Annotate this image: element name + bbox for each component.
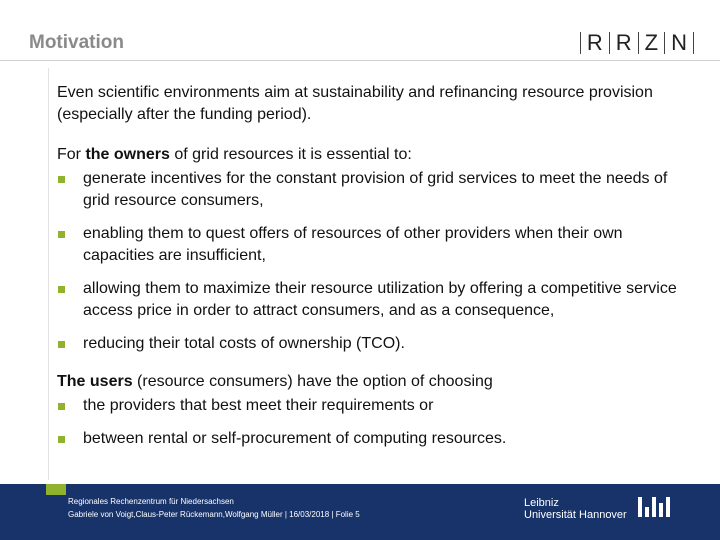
logo-letter: R: [586, 30, 603, 55]
users-bullet: [57, 395, 697, 417]
users-bullet: [57, 428, 697, 450]
logo-separator: [609, 32, 610, 54]
intro-paragraph: Even scientific environments aim at sustainability and refinancing resource provision (especially after the funding period).: [57, 84, 653, 123]
slide-body: [57, 82, 697, 450]
owners-bullet: [57, 168, 697, 212]
bullet-text: enabling them to quest offers of resources of other providers when their own capacities are insufficient,: [83, 225, 623, 264]
bullet-text: between rental or self-procurement of computing resources.: [83, 430, 507, 447]
bullet-text: generate incentives for the constant provision of grid services to meet the needs of grid resource consumers,: [83, 170, 668, 209]
owners-lead: [57, 144, 697, 166]
title-divider: [0, 60, 720, 61]
logo-separator: [638, 32, 639, 54]
footer-institution: Regionales Rechenzentrum für Niedersachsen: [68, 497, 234, 506]
bullet-square-icon: [58, 176, 65, 183]
university-name-line2: Universität Hannover: [524, 509, 627, 521]
spacer: [57, 355, 697, 371]
bullet-square-icon: [58, 231, 65, 238]
logo-separator: [664, 32, 665, 54]
university-logo-text: [524, 497, 627, 521]
owners-lead-prefix: For: [57, 146, 86, 163]
mark-bar: [659, 503, 663, 517]
bullet-square-icon: [58, 403, 65, 410]
owners-bullet: [57, 223, 697, 267]
mark-bar: [645, 507, 649, 517]
university-mark-icon: [638, 497, 670, 517]
footer-authors-date-page: Gabriele von Voigt,Claus-Peter Rückemann,Wolfgang Müller | 16/03/2018 | Folie 5: [68, 510, 360, 519]
mark-bar: [652, 497, 656, 517]
users-lead-suffix: (resource consumers) have the option of choosing: [132, 373, 493, 390]
logo-letter: N: [671, 30, 687, 55]
owners-lead-bold: the owners: [85, 146, 170, 163]
logo-letter: Z: [644, 30, 659, 55]
bullet-text: reducing their total costs of ownership (TCO).: [83, 335, 405, 352]
owners-lead-suffix: of grid resources it is essential to:: [169, 146, 412, 163]
slide-title: Motivation: [29, 32, 124, 53]
bullet-square-icon: [58, 436, 65, 443]
mark-bar: [666, 497, 670, 517]
rrzn-logo: [578, 28, 696, 58]
bullet-square-icon: [58, 286, 65, 293]
logo-letter: R: [615, 30, 632, 55]
owners-bullet: [57, 278, 697, 322]
left-margin-line: [48, 68, 49, 480]
bullet-text: the providers that best meet their requirements or: [83, 397, 434, 414]
users-lead: [57, 371, 697, 393]
logo-separator: [693, 32, 694, 54]
users-lead-bold: The users: [57, 373, 133, 390]
footer-text: [68, 495, 360, 521]
bullet-text: allowing them to maximize their resource utilization by offering a competitive service access price in order to attract consumers, and as a consequence,: [83, 280, 677, 319]
mark-bar: [638, 497, 642, 517]
logo-separator: [580, 32, 581, 54]
footer-accent-block: [46, 484, 66, 495]
owners-bullet: [57, 333, 697, 355]
bullet-square-icon: [58, 341, 65, 348]
university-name-line1: Leibniz: [524, 497, 559, 509]
